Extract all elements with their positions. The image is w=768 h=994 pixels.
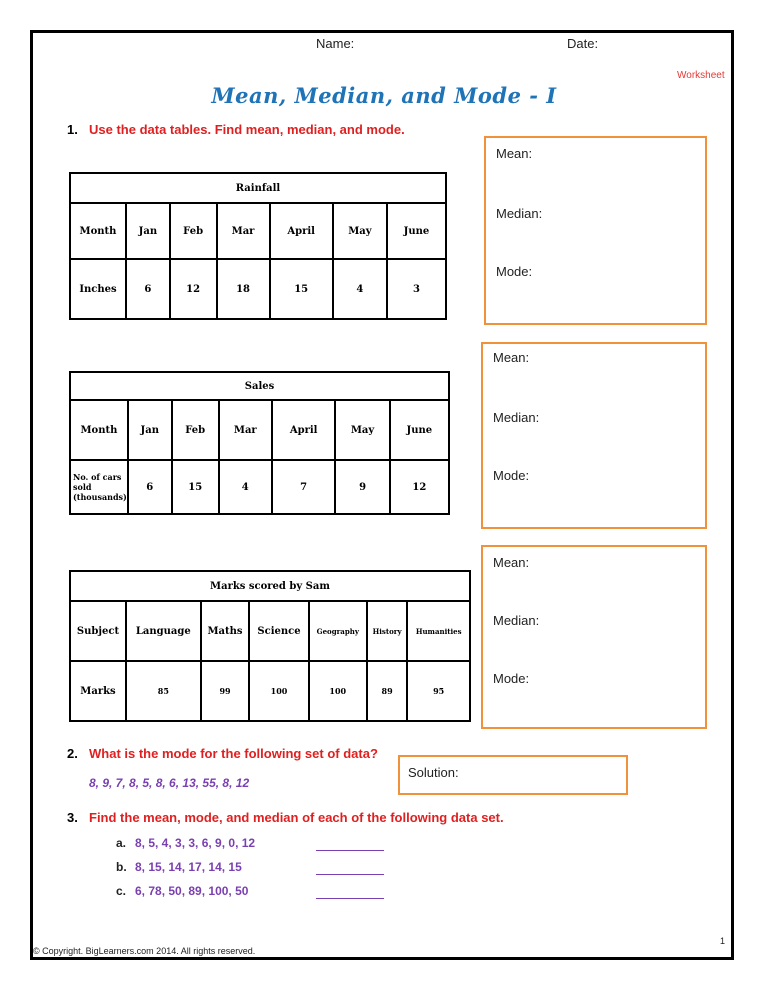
table-cell: May	[333, 203, 387, 259]
date-label: Date:	[567, 36, 599, 51]
row-label: Marks	[70, 661, 126, 721]
q1-text: Use the data tables. Find mean, median, and mode.	[89, 122, 405, 137]
table-cell: June	[387, 203, 446, 259]
copyright: © Copyright. BigLearners.com 2014. All rights reserved.	[33, 946, 256, 956]
table-cell: Jan	[128, 400, 172, 460]
row-label: Month	[70, 400, 128, 460]
table-cell: Maths	[201, 601, 250, 661]
answer-box-2[interactable]	[481, 342, 707, 529]
table-cell: 12	[390, 460, 449, 514]
q3c-label: c.	[116, 884, 127, 898]
table-cell: May	[335, 400, 389, 460]
solution-box[interactable]	[398, 755, 628, 795]
table-cell: 100	[249, 661, 308, 721]
table-cell: Science	[249, 601, 308, 661]
table-cell: Humanities	[407, 601, 470, 661]
table-cell: 15	[270, 259, 333, 319]
table-caption: Rainfall	[70, 173, 446, 203]
q3-number: 3.	[67, 810, 78, 825]
q3b-label: b.	[116, 860, 127, 874]
table-cell: April	[272, 400, 335, 460]
page-number: 1	[720, 936, 726, 946]
row-label: Month	[70, 203, 126, 259]
table-cell: 6	[128, 460, 172, 514]
page-title: Mean, Median, and Mode - I	[211, 83, 557, 108]
table-cell: 4	[219, 460, 272, 514]
q3a-answer-blank[interactable]	[316, 836, 384, 851]
table-cell: 99	[201, 661, 250, 721]
q3a-data: 8, 5, 4, 3, 3, 6, 9, 0, 12	[135, 836, 256, 850]
table-cell: 4	[333, 259, 387, 319]
row-label: Subject	[70, 601, 126, 661]
sales-table	[69, 371, 450, 515]
solution-label: Solution:	[408, 765, 459, 780]
table-cell: June	[390, 400, 449, 460]
mean-label: Mean:	[496, 146, 533, 161]
q3-text: Find the mean, mode, and median of each of the following data set.	[89, 810, 504, 825]
table-cell: Mar	[219, 400, 272, 460]
median-label: Median:	[493, 410, 540, 425]
table-cell: Mar	[217, 203, 270, 259]
table-cell: 6	[126, 259, 170, 319]
q3a-label: a.	[116, 836, 127, 850]
table-cell: 95	[407, 661, 470, 721]
answer-box-3[interactable]	[481, 545, 707, 729]
q2-number: 2.	[67, 746, 78, 761]
mode-label: Mode:	[496, 264, 533, 279]
table-cell: 15	[172, 460, 219, 514]
q3c-answer-blank[interactable]	[316, 884, 384, 899]
row-label: Inches	[70, 259, 126, 319]
q2-text: What is the mode for the following set of data?	[89, 746, 378, 761]
q3b-data: 8, 15, 14, 17, 14, 15	[135, 860, 242, 874]
table-caption: Sales	[70, 372, 449, 400]
marks-table	[69, 570, 471, 722]
table-cell: 89	[367, 661, 408, 721]
table-cell: 9	[335, 460, 389, 514]
table-cell: Language	[126, 601, 201, 661]
mean-label: Mean:	[493, 555, 530, 570]
table-cell: 7	[272, 460, 335, 514]
worksheet-tag: Worksheet	[677, 70, 725, 81]
mean-label: Mean:	[493, 350, 530, 365]
table-cell: History	[367, 601, 408, 661]
table-cell: 100	[309, 661, 367, 721]
table-cell: April	[270, 203, 333, 259]
median-label: Median:	[493, 613, 540, 628]
rainfall-table	[69, 172, 447, 320]
table-cell: Feb	[172, 400, 219, 460]
answer-box-1[interactable]	[484, 136, 707, 325]
mode-label: Mode:	[493, 671, 530, 686]
table-cell: 18	[217, 259, 270, 319]
table-cell: Feb	[170, 203, 217, 259]
q3b-answer-blank[interactable]	[316, 860, 384, 875]
q1-number: 1.	[67, 122, 78, 137]
q3c-data: 6, 78, 50, 89, 100, 50	[135, 884, 249, 898]
table-cell: Geography	[309, 601, 367, 661]
table-cell: 85	[126, 661, 201, 721]
table-cell: 3	[387, 259, 446, 319]
name-label: Name:	[316, 36, 355, 51]
table-caption: Marks scored by Sam	[70, 571, 470, 601]
q2-data: 8, 9, 7, 8, 5, 8, 6, 13, 55, 8, 12	[89, 776, 250, 790]
mode-label: Mode:	[493, 468, 530, 483]
row-label: No. of cars sold (thousands)	[70, 460, 128, 514]
table-cell: 12	[170, 259, 217, 319]
median-label: Median:	[496, 206, 543, 221]
table-cell: Jan	[126, 203, 170, 259]
